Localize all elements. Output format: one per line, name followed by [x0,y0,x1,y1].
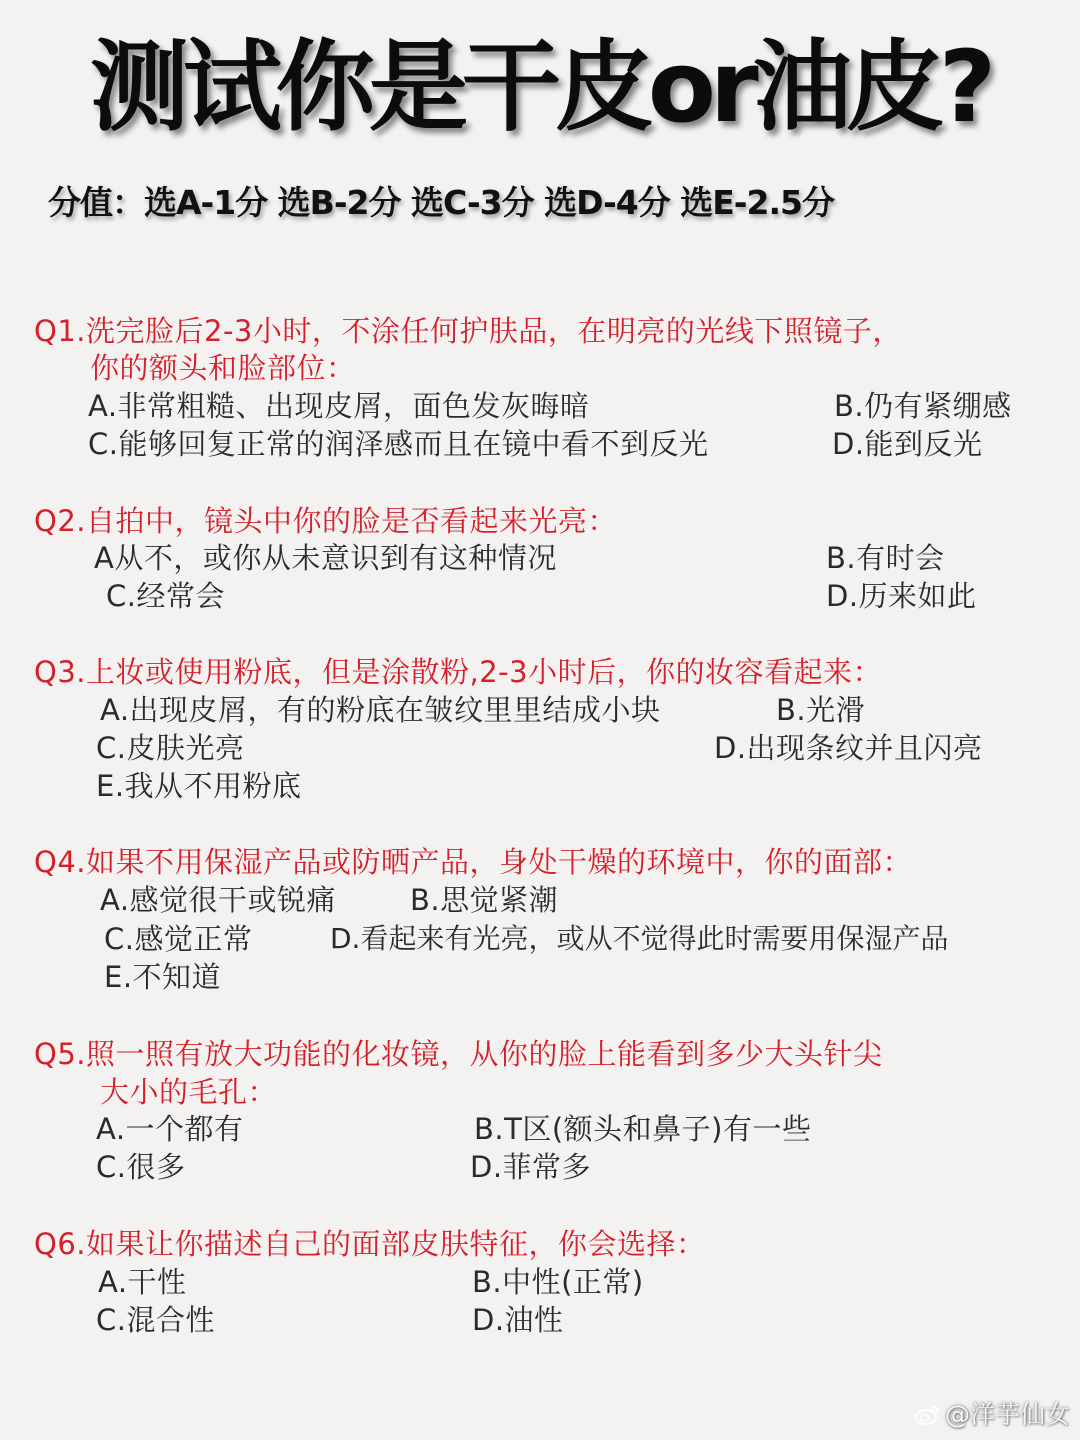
watermark [915,1397,1070,1433]
q3-option-a: A.出现皮屑，有的粉底在皱纹里里结成小块 [100,693,661,727]
q2-option-d: D.历来如此 [826,579,977,613]
q6-option-b: B.中性(正常) [472,1265,644,1299]
q4-option-b: B.思觉紧潮 [410,883,559,917]
q2-option-b: B.有时会 [826,541,945,575]
question-5: Q5.照一照有放大功能的化妆镜，从你的脸上能看到多少大头针尖 [34,1037,883,1071]
q1-option-c: C.能够回复正常的润泽感而且在镜中看不到反光 [88,427,709,461]
score-rule: 分值：选A-1分 选B-2分 选C-3分 选D-4分 选E-2.5分 [48,183,834,222]
question-2: Q2.自拍中，镜头中你的脸是否看起来光亮： [34,504,617,538]
q4-option-e: E.不知道 [104,960,222,994]
watermark-text: @洋芋仙女 [944,1400,1070,1429]
question-6: Q6.如果让你描述自己的面部皮肤特征，你会选择： [34,1227,706,1261]
question-5-cont: 大小的毛孔： [100,1075,278,1109]
q3-option-b: B.光滑 [776,693,866,727]
q3-option-e: E.我从不用粉底 [96,769,302,803]
q5-option-b: B.T区(额头和鼻子)有一些 [474,1112,812,1146]
q4-option-a: A.感觉很干或锐痛 [100,883,337,917]
page-title: 测试你是干皮or油皮? [89,30,991,145]
question-1-cont: 你的额头和脸部位： [90,351,356,385]
q4-option-d: D.看起来有光亮，或从不觉得此时需要用保湿产品 [330,922,949,955]
question-3: Q3.上妆或使用粉底，但是涂散粉,2-3小时后，你的妆容看起来： [34,655,883,689]
q6-option-d: D.油性 [472,1303,564,1337]
q3-option-d: D.出现条纹并且闪亮 [714,731,983,765]
question-4: Q4.如果不用保湿产品或防晒产品，身处干燥的环境中，你的面部： [34,845,912,879]
q3-option-c: C.皮肤光亮 [96,731,245,765]
q2-option-c: C.经常会 [106,579,225,613]
q5-option-c: C.很多 [96,1150,186,1184]
question-1: Q1.洗完脸后2-3小时，不涂任何护肤品，在明亮的光线下照镜子， [34,314,902,348]
q1-option-b: B.仍有紧绷感 [834,389,1012,423]
q5-option-d: D.菲常多 [470,1150,592,1184]
weibo-icon [915,1400,941,1422]
q1-option-d: D.能到反光 [832,427,983,461]
q1-option-a: A.非常粗糙、出现皮屑，面色发灰晦暗 [88,389,590,423]
q2-option-a: A从不，或你从未意识到有这种情况 [94,541,557,575]
q5-option-a: A.一个都有 [96,1112,244,1146]
q6-option-a: A.干性 [98,1265,187,1299]
q4-option-c: C.感觉正常 [104,922,253,956]
q6-option-c: C.混合性 [96,1303,215,1337]
